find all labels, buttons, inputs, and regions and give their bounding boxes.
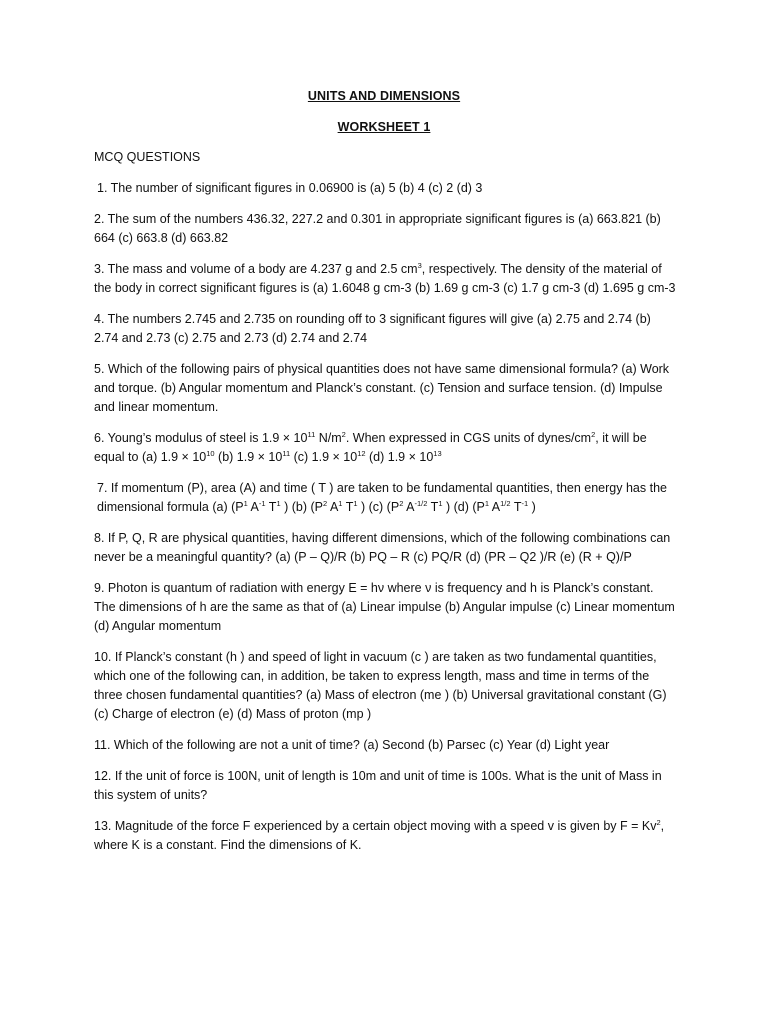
section-heading: MCQ QUESTIONS: [94, 150, 201, 164]
question-7-text: A: [489, 500, 501, 514]
superscript: 1: [338, 498, 343, 508]
superscript: 2: [322, 498, 328, 508]
question-11: 11. Which of the following are not a unit of time? (a) Second (b) Parsec (c) Year (d) Light year: [94, 738, 610, 752]
question-7-text: ) (c) (P: [357, 500, 400, 514]
superscript: -1: [258, 498, 266, 508]
question-6-text: 6. Young’s modulus of steel is 1.9 × 10: [94, 431, 308, 445]
superscript: 2: [591, 429, 596, 439]
question-7-text: 7. If momentum (P), area (A) and time ( T ) are taken to be fundamental quantities, then energy has the dimensional formula (a) (P: [97, 481, 667, 514]
superscript: -1/2: [414, 498, 428, 508]
superscript: 1: [243, 498, 248, 508]
question-12: 12. If the unit of force is 100N, unit of length is 10m and unit of time is 100s. What is the unit of Mass in this system of units?: [94, 769, 662, 802]
question-7-text: T: [342, 500, 354, 514]
question-6-text: (d) 1.9 × 10: [365, 450, 434, 464]
question-7-text: T: [427, 500, 439, 514]
question-8: 8. If P, Q, R are physical quantities, having different dimensions, which of the following combinations can never be a meaningful quantity? (a) (P – Q)/R (b) PQ – R (c) PQ/R (d) (PR – Q2 )/R (e) (R + Q)/P: [94, 531, 671, 564]
superscript: 1: [353, 498, 358, 508]
question-3-text: , respectively. The density of the material of the body in correct significant figures is (a) 1.6048 g cm-3 (b) 1.69 g cm-3 (c) 1.7 g cm-3 (d) 1.695 g cm-3: [94, 262, 676, 295]
question-7-text: ): [528, 500, 536, 514]
question-7-text: T: [265, 500, 277, 514]
superscript: -1: [521, 498, 529, 508]
question-3: [94, 260, 676, 298]
worksheet-subtitle: WORKSHEET 1: [337, 120, 431, 134]
question-6-text: . When expressed in CGS units of dynes/cm: [345, 431, 592, 445]
question-6-text: (b) 1.9 × 10: [214, 450, 283, 464]
superscript: 2: [656, 817, 661, 827]
question-7-text: A: [247, 500, 259, 514]
question-13: [94, 817, 676, 855]
question-list: [94, 179, 676, 867]
superscript: 1/2: [500, 498, 511, 508]
question-6-text: N/m: [315, 431, 342, 445]
question-7-text: A: [403, 500, 415, 514]
question-2: 2. The sum of the numbers 436.32, 227.2 and 0.301 in appropriate significant figures is (a) 663.821 (b) 664 (c) 663.8 (d) 663.82: [94, 212, 661, 245]
question-4: 4. The numbers 2.745 and 2.735 on rounding off to 3 significant figures will give (a) 2.75 and 2.74 (b) 2.74 and 2.73 (c) 2.75 and 2.73 (d) 2.74 and 2.74: [94, 312, 651, 345]
superscript: 2: [341, 429, 346, 439]
superscript: 1: [438, 498, 443, 508]
question-5: 5. Which of the following pairs of physical quantities does not have same dimensional formula? (a) Work and torque. (b) Angular momentum and Planck’s constant. (c) Tension and surface tension. (d) Impulse and linear momentum.: [94, 362, 670, 414]
question-1: 1. The number of significant figures in 0.06900 is (a) 5 (b) 4 (c) 2 (d) 3: [97, 181, 483, 195]
question-6-text: , it will be equal to (a) 1.9 × 10: [94, 431, 647, 464]
question-10: 10. If Planck’s constant (h ) and speed of light in vacuum (c ) are taken as two fundamental quantities, which one of the following can, in addition, be taken to express length, mass and time in terms of the three chosen fundamental quantities? (a) Mass of electron (me ) (b) Universal gravitational constant (G) (c) Charge of electron (e) (d) Mass of proton (mp ): [94, 650, 667, 721]
superscript: 11: [307, 429, 316, 439]
question-7-text: ) (d) (P: [442, 500, 485, 514]
question-13-text: , where K is a constant. Find the dimensions of K.: [94, 819, 665, 852]
question-13-text: 13. Magnitude of the force F experienced by a certain object moving with a speed v is given by F = Kv: [94, 819, 657, 833]
superscript: 13: [433, 448, 442, 458]
question-9: 9. Photon is quantum of radiation with energy E = hν where ν is frequency and h is Planck’s constant. The dimensions of h are the same as that of (a) Linear impulse (b) Angular impulse (c) Linear momentum (d) Angular momentum: [94, 581, 675, 633]
superscript: 12: [357, 448, 366, 458]
question-3-text: 3. The mass and volume of a body are 4.237 g and 2.5 cm: [94, 262, 418, 276]
superscript: 11: [282, 448, 291, 458]
question-7: [94, 479, 676, 517]
question-6-text: (c) 1.9 × 10: [290, 450, 358, 464]
superscript: 3: [417, 260, 422, 270]
superscript: 2: [399, 498, 404, 508]
superscript: 1: [276, 498, 281, 508]
document-title: UNITS AND DIMENSIONS: [307, 89, 461, 103]
superscript: 10: [206, 448, 215, 458]
question-7-text: T: [510, 500, 522, 514]
question-7-text: ) (b) (P: [280, 500, 323, 514]
question-6: [94, 429, 676, 467]
question-7-text: A: [327, 500, 339, 514]
superscript: 1: [484, 498, 490, 508]
